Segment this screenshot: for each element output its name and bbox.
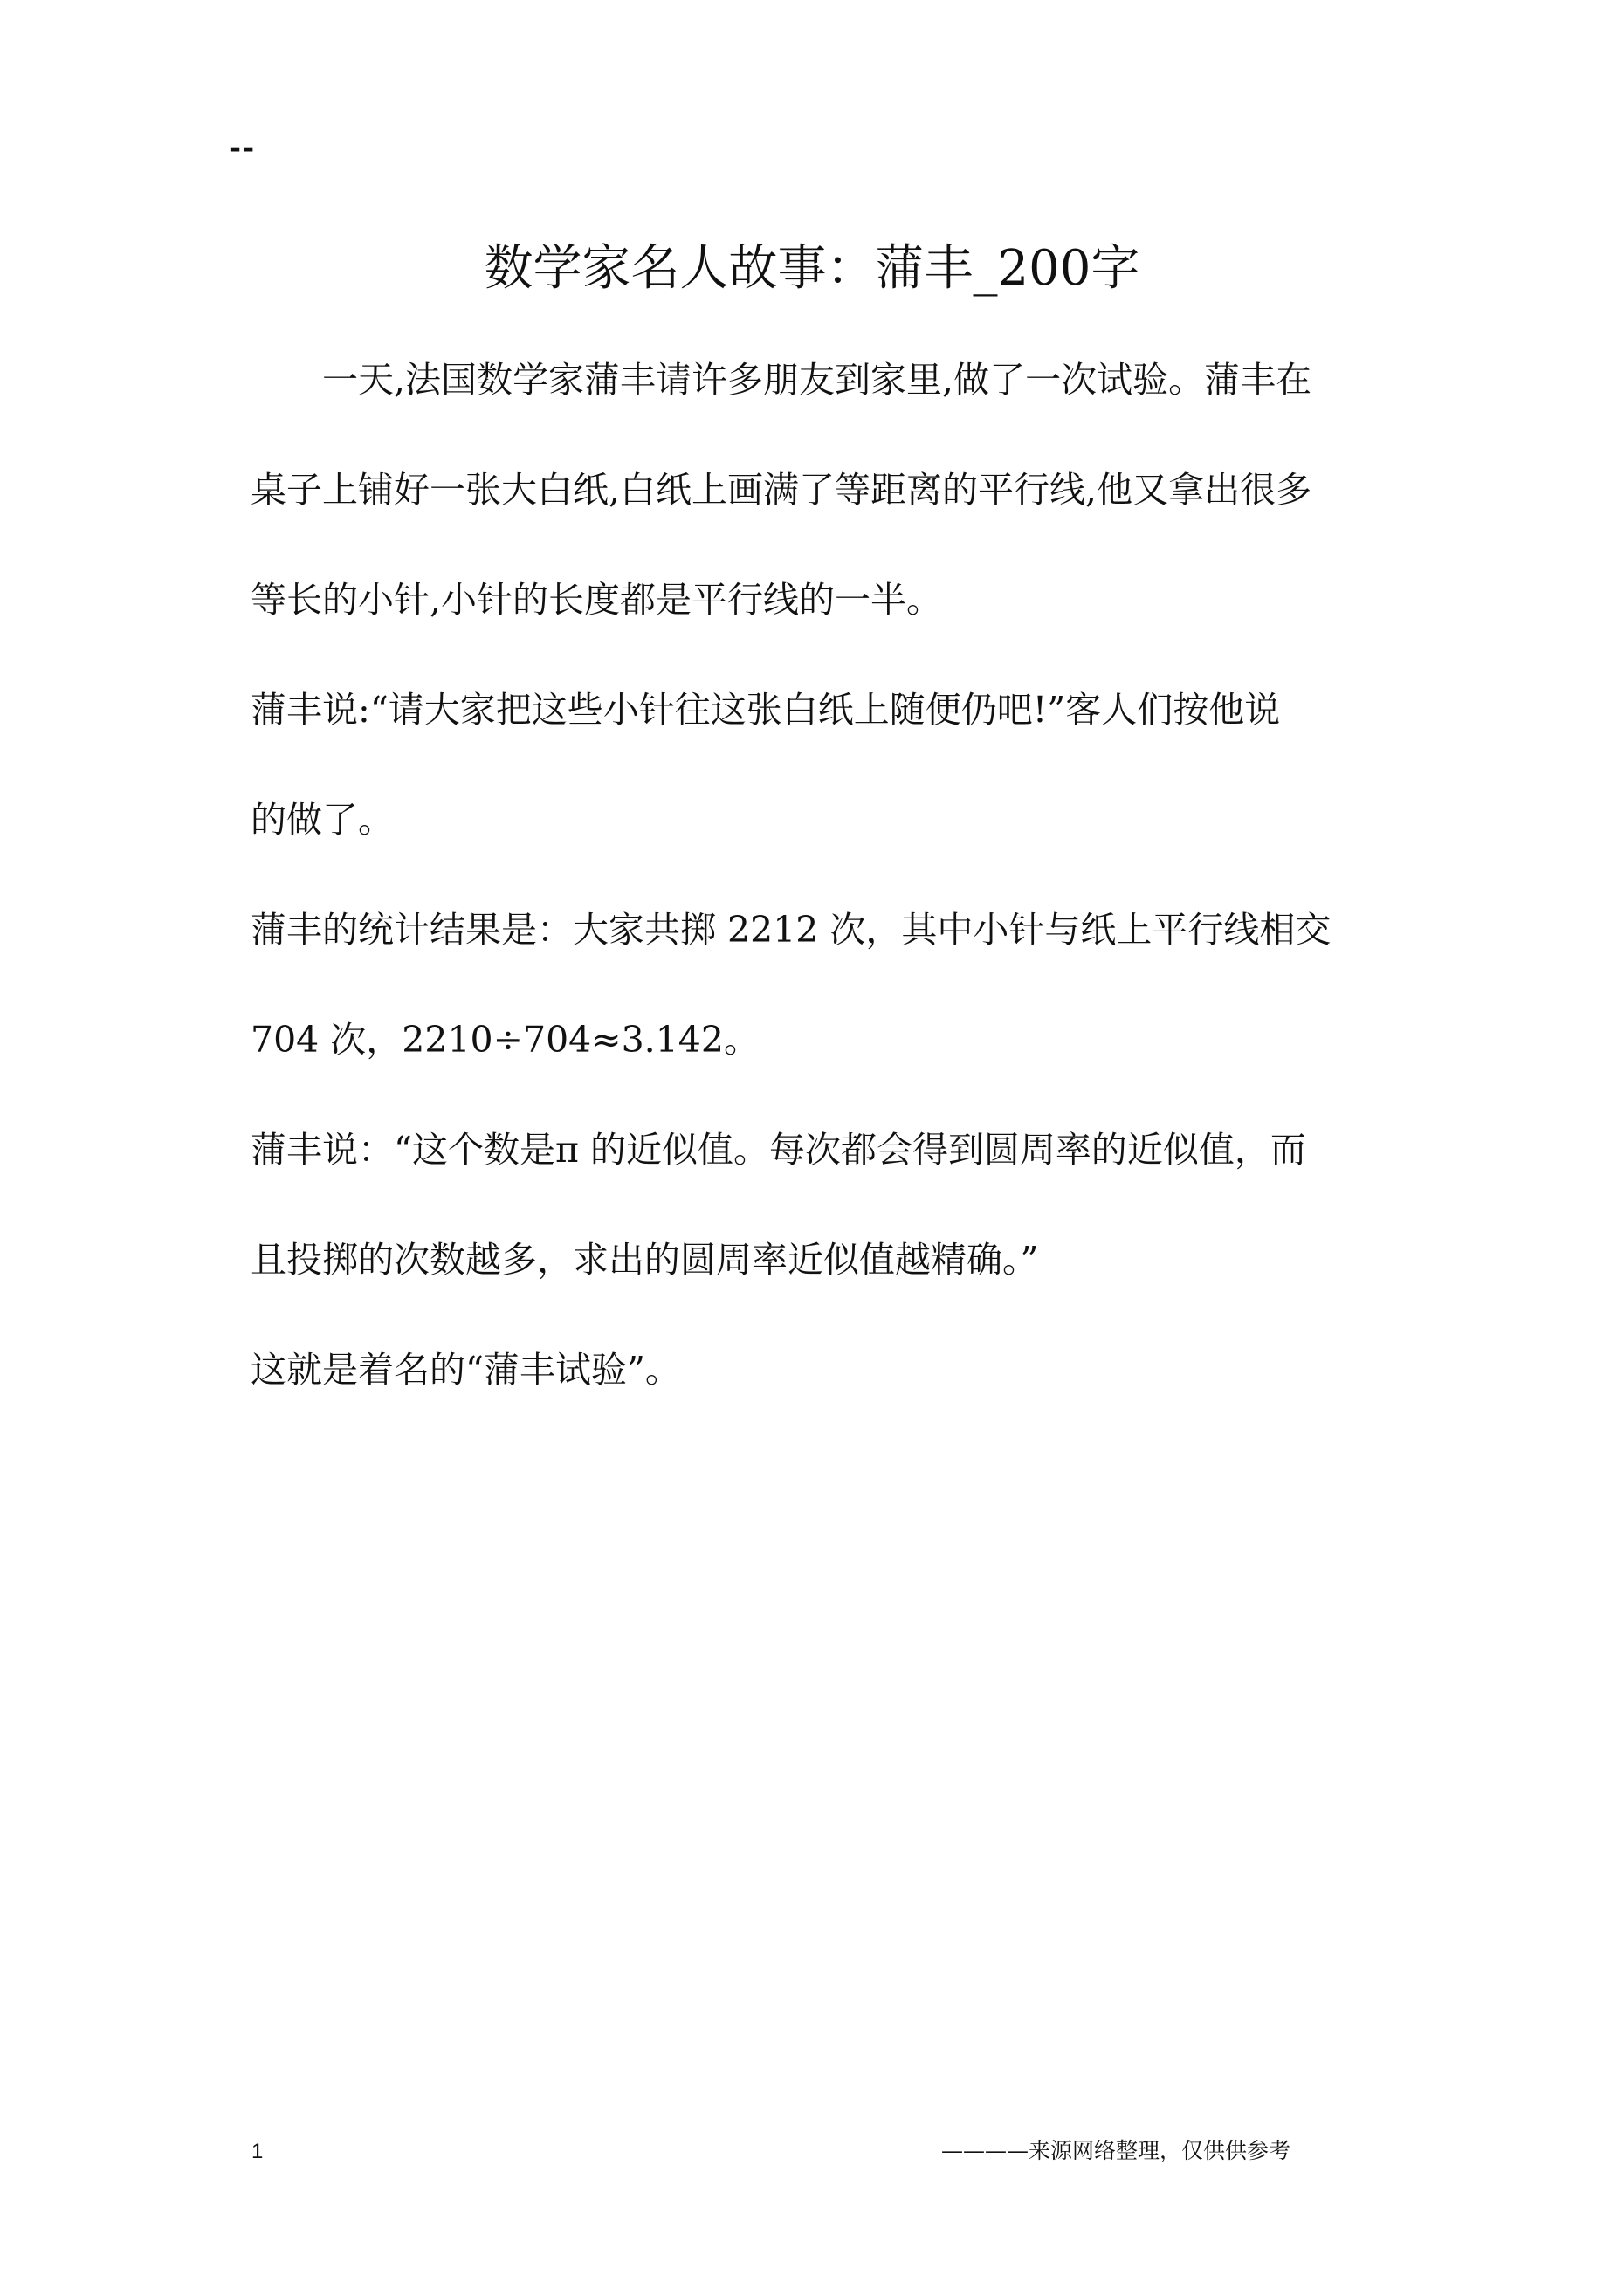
body-line: 一天,法国数学家蒲丰请许多朋友到家里,做了一次试验。蒲丰在 [322,359,1312,401]
body-line: 等长的小针,小针的长度都是平行线的一半。 [251,579,943,621]
page-number: 1 [251,2140,264,2163]
body-line: 蒲丰的统计结果是：大家共掷 2212 次，其中小针与纸上平行线相交 [251,909,1332,951]
document-body [251,325,1386,1425]
body-line: 蒲丰说：“这个数是π 的近似值。每次都会得到圆周率的近似值，而 [251,1129,1306,1171]
body-line: 桌子上铺好一张大白纸,白纸上画满了等距离的平行线,他又拿出很多 [251,469,1312,511]
body-line: 且投掷的次数越多，求出的圆周率近似值越精确。” [251,1239,1039,1281]
document-title: 数学家名人故事：蒲丰_200字 [484,239,1140,297]
header-mark: -- [229,131,256,166]
body-line: 蒲丰说:“请大家把这些小针往这张白纸上随便仍吧!”客人们按他说 [251,689,1281,731]
footer-note: ————来源网络整理，仅供供参考 [941,2138,1291,2163]
body-line: 这就是着名的“蒲丰试验”。 [251,1349,681,1391]
body-line: 的做了。 [251,799,394,841]
body-line: 704 次，2210÷704≈3.142。 [251,1019,760,1061]
